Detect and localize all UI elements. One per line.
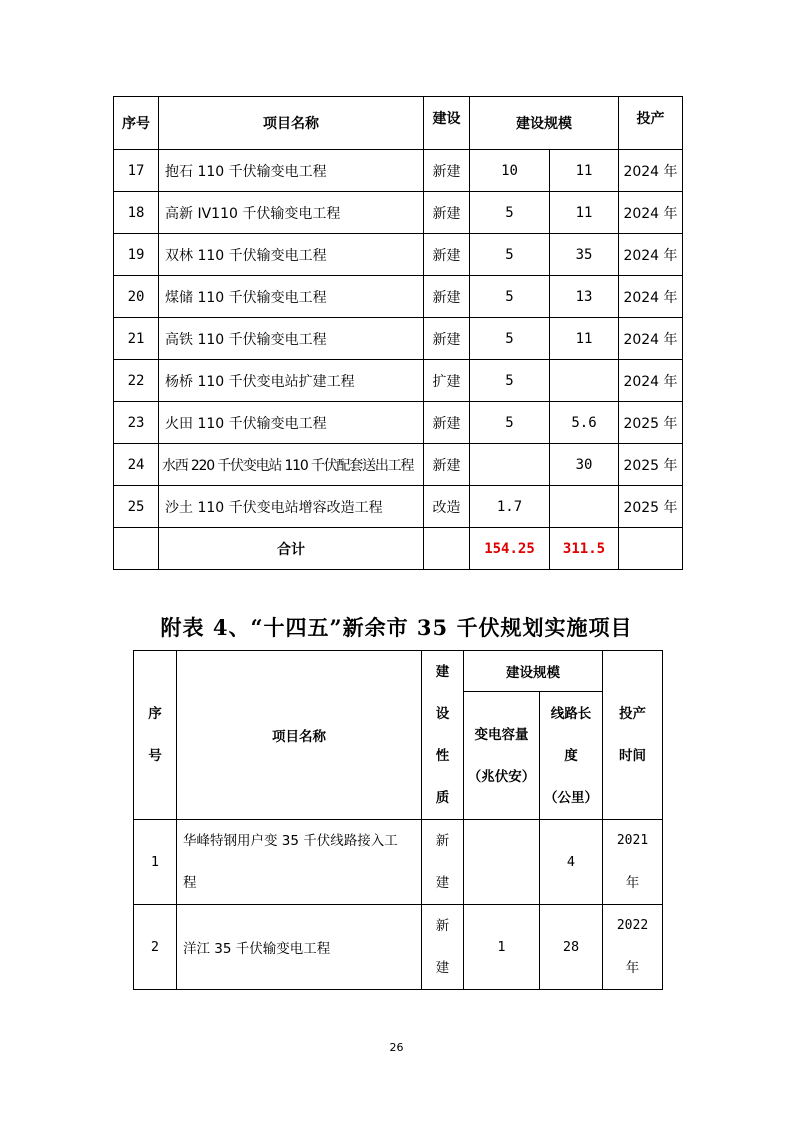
cell-year: 2024 年	[619, 360, 683, 402]
header-year-line: 时间	[619, 748, 646, 764]
cell-type: 扩建	[424, 360, 470, 402]
cell-len: 4	[540, 820, 603, 905]
header-len-line: 度	[564, 747, 578, 764]
cell-type: 新建	[424, 444, 470, 486]
cell-len: 35	[550, 234, 619, 276]
cell-empty	[619, 528, 683, 570]
cell-type: 改造	[424, 486, 470, 528]
cell-name: 抱石 110 千伏输变电工程	[159, 150, 424, 192]
header-year	[603, 651, 663, 820]
cell-name	[177, 905, 422, 990]
cell-name-line: 洋江 35 千伏输变电工程	[183, 941, 331, 957]
cell-len: 5.6	[550, 402, 619, 444]
cell-year-line: 年	[625, 875, 640, 891]
header-scale: 建设规模	[470, 97, 619, 150]
cell-name: 煤储 110 千伏输变电工程	[159, 276, 424, 318]
cell-seq: 24	[114, 444, 159, 486]
header-cap-line: （兆伏安）	[467, 768, 536, 785]
header-seq-line: 序	[148, 706, 162, 722]
cell-cap: 5	[470, 402, 550, 444]
header-type	[422, 651, 464, 820]
cell-year-line: 年	[625, 960, 640, 976]
total-label: 合计	[159, 528, 424, 570]
cell-year: 2024 年	[619, 318, 683, 360]
cell-name: 水西 220 千伏变电站 110 千伏配套送出工程	[159, 444, 424, 486]
table-row	[114, 486, 683, 528]
table-row	[114, 402, 683, 444]
cell-cap: 10	[470, 150, 550, 192]
cell-len	[550, 360, 619, 402]
cell-seq: 19	[114, 234, 159, 276]
cell-cap: 1	[464, 905, 540, 990]
cell-type: 新建	[424, 234, 470, 276]
cell-type: 新建	[424, 150, 470, 192]
header-name: 项目名称	[177, 651, 422, 820]
cell-year: 2024 年	[619, 192, 683, 234]
cell-len: 11	[550, 150, 619, 192]
cell-year: 2024 年	[619, 276, 683, 318]
table-row	[114, 318, 683, 360]
cell-name	[177, 820, 422, 905]
header-cap	[464, 692, 540, 820]
cell-len: 11	[550, 318, 619, 360]
cell-name: 双林 110 千伏输变电工程	[159, 234, 424, 276]
table-row	[134, 905, 663, 990]
table-total-row	[114, 528, 683, 570]
header-len-line: 线路长	[550, 705, 592, 722]
cell-cap: 5	[470, 360, 550, 402]
cell-year: 2025 年	[619, 486, 683, 528]
cell-seq: 17	[114, 150, 159, 192]
cell-year-line: 2021	[616, 833, 649, 848]
cell-empty	[114, 528, 159, 570]
cell-type	[422, 820, 464, 905]
cell-cap: 5	[470, 276, 550, 318]
table-row	[114, 150, 683, 192]
cell-type: 新建	[424, 276, 470, 318]
cell-type-char: 新	[435, 918, 450, 934]
cell-name: 高铁 110 千伏输变电工程	[159, 318, 424, 360]
cell-type: 新建	[424, 318, 470, 360]
cell-name-line: 华峰特钢用户变 35 千伏线路接入工	[183, 833, 398, 849]
header-type-char: 质	[435, 790, 450, 806]
cell-seq: 2	[134, 905, 177, 990]
cell-len: 30	[550, 444, 619, 486]
cell-seq: 22	[114, 360, 159, 402]
header-cap-line: 变电容量	[474, 726, 529, 743]
cell-cap: 5	[470, 234, 550, 276]
table-110kv-projects	[113, 96, 683, 570]
cell-name: 杨桥 110 千伏变电站扩建工程	[159, 360, 424, 402]
cell-len: 13	[550, 276, 619, 318]
table-row	[114, 234, 683, 276]
header-scale: 建设规模	[464, 651, 603, 692]
table-header-row	[134, 651, 663, 692]
table-row	[114, 192, 683, 234]
cell-empty	[424, 528, 470, 570]
cell-cap: 5	[470, 318, 550, 360]
cell-type	[422, 905, 464, 990]
header-name: 项目名称	[159, 97, 424, 150]
cell-len: 28	[540, 905, 603, 990]
cell-name-line: 程	[183, 875, 197, 891]
cell-type-char: 新	[435, 833, 450, 849]
cell-year: 2025 年	[619, 402, 683, 444]
total-cap: 154.25	[470, 528, 550, 570]
table-row	[114, 360, 683, 402]
cell-type: 新建	[424, 192, 470, 234]
page-number: 26	[389, 1041, 404, 1054]
cell-seq: 25	[114, 486, 159, 528]
cell-name: 高新 IV110 千伏输变电工程	[159, 192, 424, 234]
cell-cap: 1.7	[470, 486, 550, 528]
header-seq: 序号	[114, 97, 159, 150]
cell-name: 火田 110 千伏输变电工程	[159, 402, 424, 444]
header-year: 投产	[619, 97, 683, 150]
cell-seq: 21	[114, 318, 159, 360]
header-len-line: （公里）	[544, 789, 598, 806]
cell-seq: 1	[134, 820, 177, 905]
cell-year: 2025 年	[619, 444, 683, 486]
header-type-char: 性	[435, 748, 450, 764]
cell-year: 2024 年	[619, 234, 683, 276]
cell-year: 2024 年	[619, 150, 683, 192]
header-len	[540, 692, 603, 820]
cell-cap	[464, 820, 540, 905]
cell-year	[603, 820, 663, 905]
cell-type-char: 建	[435, 875, 450, 891]
table-row	[134, 820, 663, 905]
table-row	[114, 444, 683, 486]
cell-seq: 20	[114, 276, 159, 318]
table-35kv-projects	[133, 650, 663, 990]
cell-type-char: 建	[435, 960, 450, 976]
cell-seq: 23	[114, 402, 159, 444]
cell-type: 新建	[424, 402, 470, 444]
header-seq	[134, 651, 177, 820]
cell-cap	[470, 444, 550, 486]
total-len: 311.5	[550, 528, 619, 570]
header-type: 建设	[424, 97, 470, 150]
header-year-line: 投产	[619, 706, 646, 722]
cell-year	[603, 905, 663, 990]
cell-year-line: 2022	[616, 918, 649, 933]
table-row	[114, 276, 683, 318]
header-seq-line: 号	[148, 748, 162, 764]
table-title: 附表 4、“十四五”新余市 35 千伏规划实施项目	[160, 615, 633, 640]
cell-seq: 18	[114, 192, 159, 234]
cell-len	[550, 486, 619, 528]
cell-cap: 5	[470, 192, 550, 234]
cell-len: 11	[550, 192, 619, 234]
header-type-char: 建	[435, 664, 450, 680]
cell-name: 沙土 110 千伏变电站增容改造工程	[159, 486, 424, 528]
header-type-char: 设	[435, 706, 450, 722]
table-header-row	[114, 97, 683, 150]
